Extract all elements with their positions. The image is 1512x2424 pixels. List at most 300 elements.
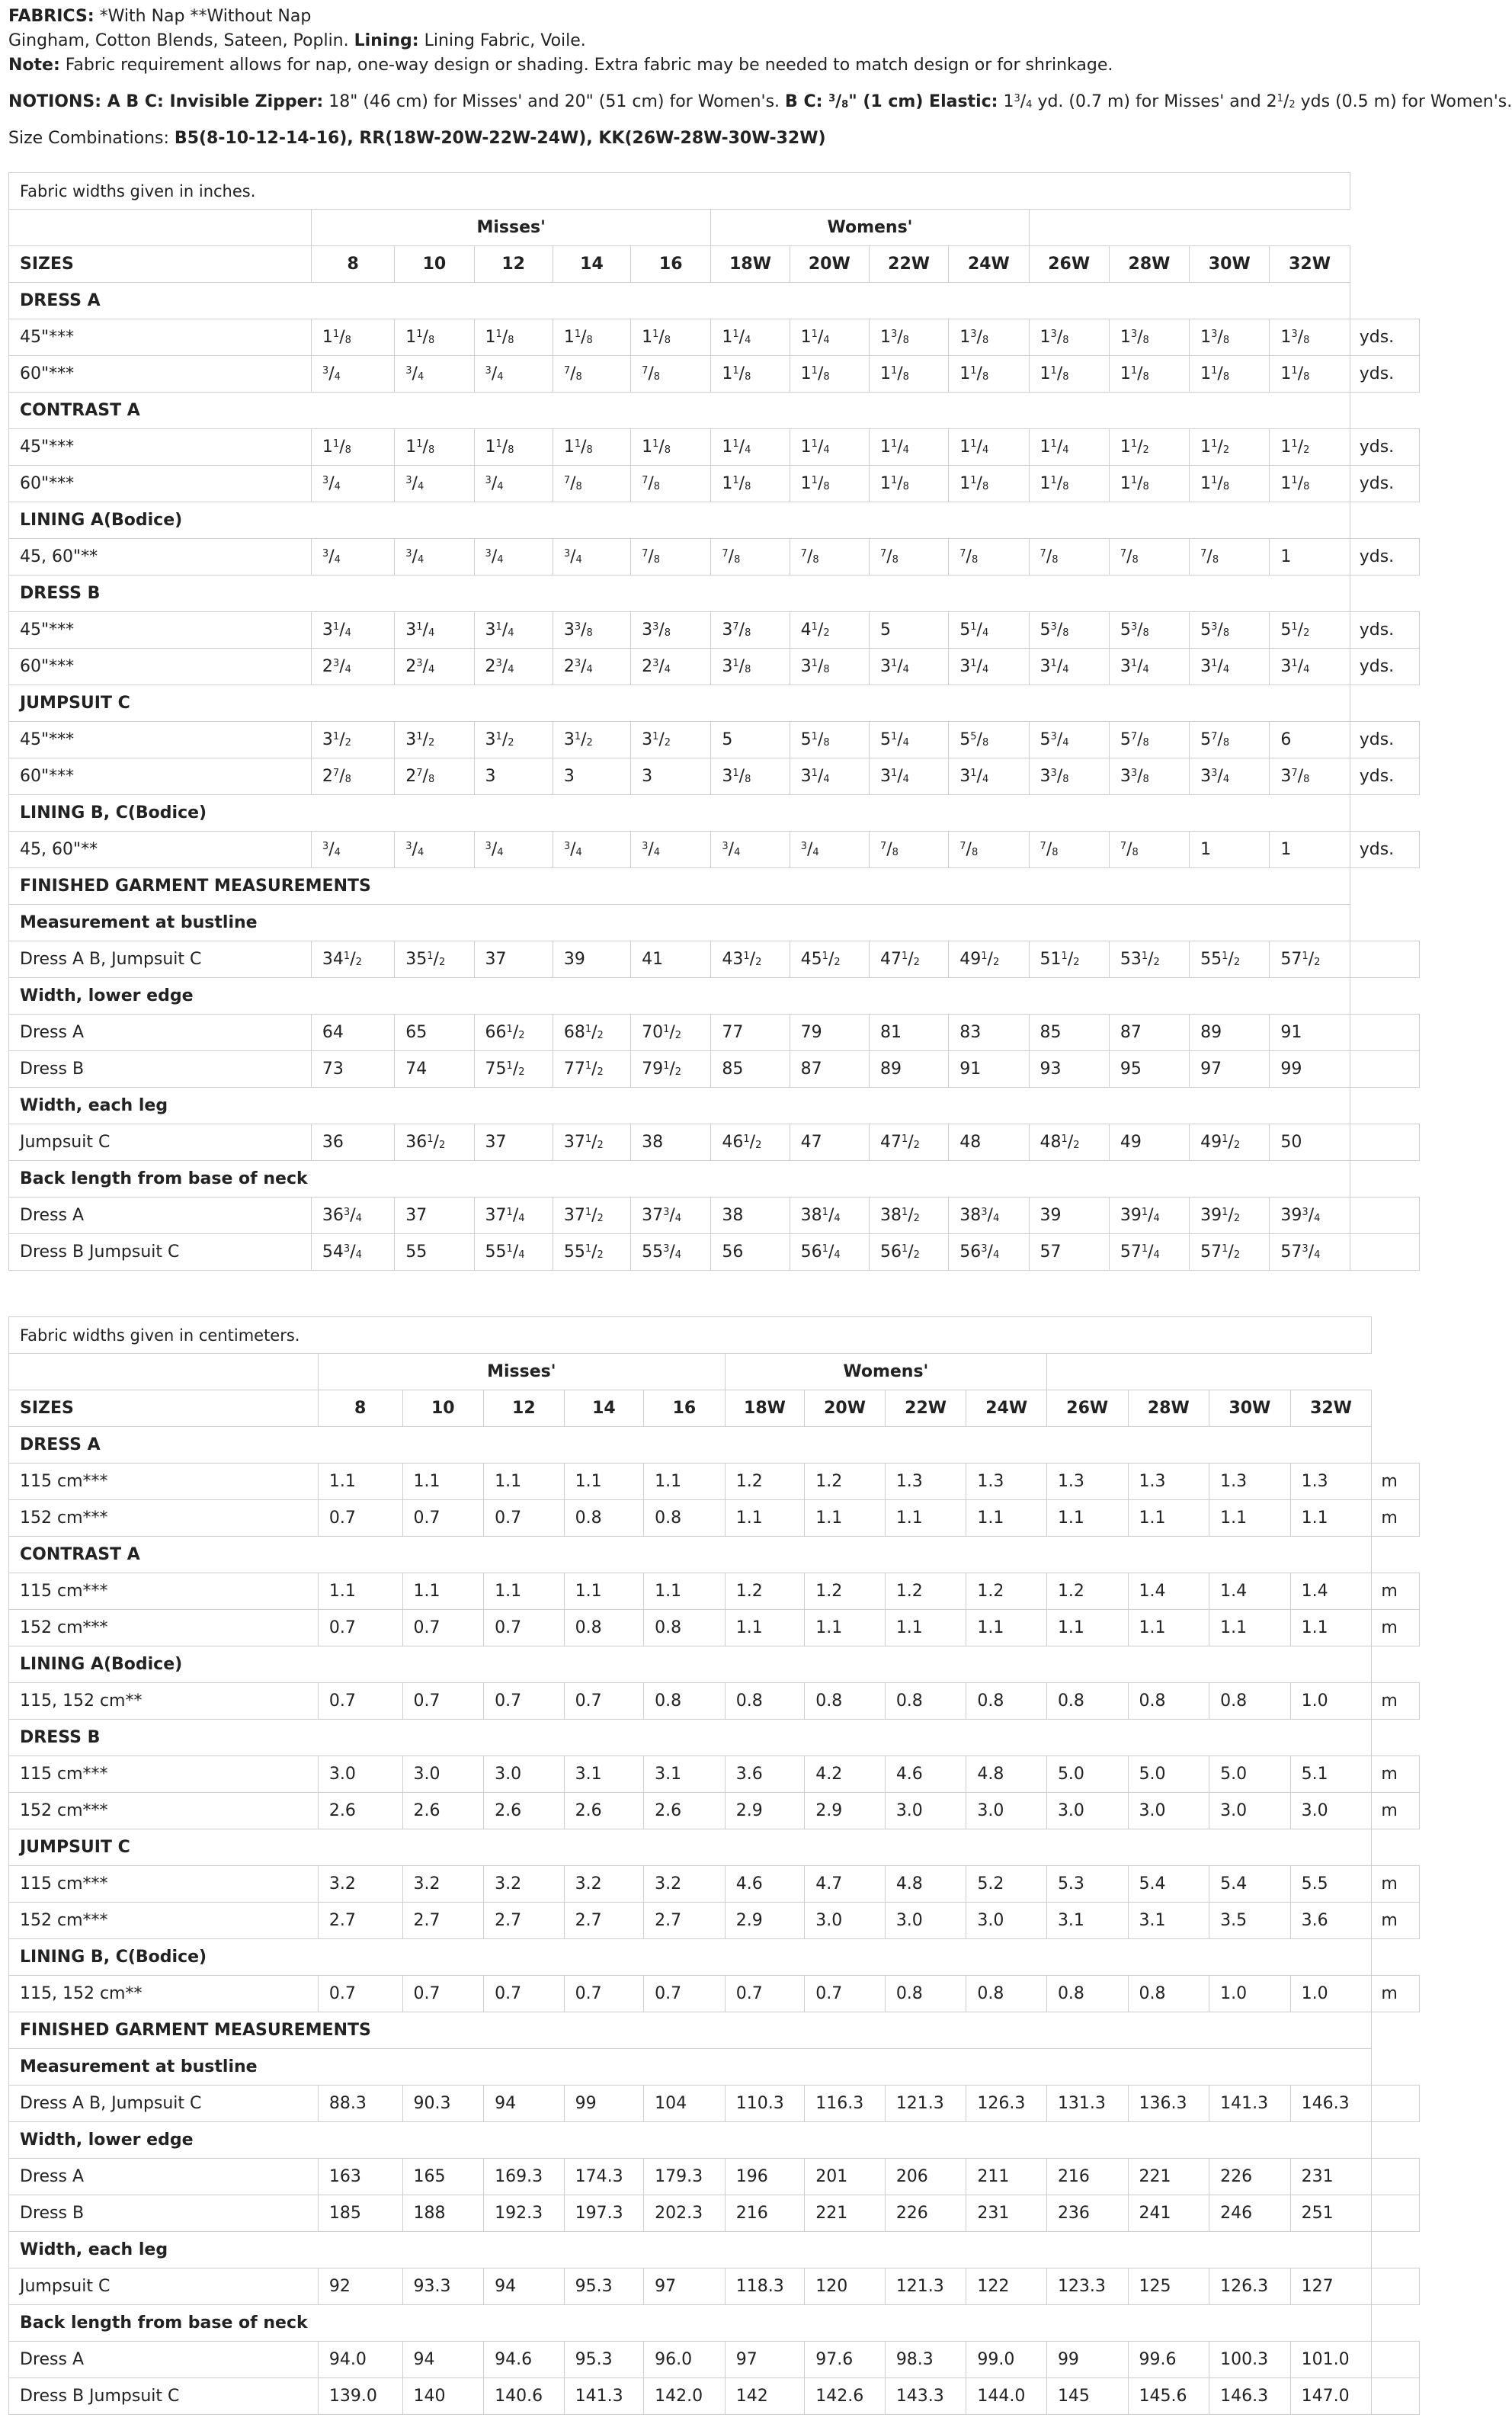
- table-cell: $3^7/_8$: [1270, 758, 1350, 795]
- table-cell: 65: [395, 1015, 474, 1051]
- section-row: [9, 795, 1420, 832]
- row-label: 60"***: [9, 466, 312, 502]
- row-label: 115 cm***: [9, 1464, 319, 1500]
- empty-cell: [1350, 685, 1419, 722]
- table-cell: 1.1: [1209, 1610, 1291, 1646]
- table-cell: $1^1/_2$: [1109, 429, 1189, 466]
- size-header: 8: [318, 1390, 402, 1427]
- table-cell: 221: [1128, 2159, 1209, 2195]
- table-cell: 93: [1029, 1051, 1109, 1088]
- table-row: [9, 356, 1420, 393]
- table-cell: 1.1: [885, 1610, 966, 1646]
- table-cell: 3.2: [402, 1866, 484, 1903]
- unit-cell: m: [1372, 1683, 1420, 1720]
- table-cell: 1.2: [725, 1573, 805, 1610]
- table-cell: $5^1/_2$: [1270, 612, 1350, 649]
- table-cell: 185: [318, 2195, 402, 2232]
- table-cell: $^3/_4$: [395, 539, 474, 576]
- table-row: [9, 2195, 1420, 2232]
- table-row: [9, 1015, 1420, 1051]
- table-cell: $^7/_8$: [949, 832, 1029, 868]
- table-cell: $56^1/_4$: [790, 1234, 869, 1271]
- table-cell: $47^1/_2$: [869, 1124, 948, 1161]
- table-cell: 4.6: [885, 1756, 966, 1793]
- table-cell: 91: [949, 1051, 1029, 1088]
- row-label: Dress B Jumpsuit C: [9, 1234, 312, 1271]
- table-cell: $3^3/_8$: [1109, 758, 1189, 795]
- table-cell: 97: [1190, 1051, 1270, 1088]
- table-cell: $5^7/_8$: [1109, 722, 1189, 758]
- section-row: [9, 1427, 1420, 1464]
- table-cell: $3^1/_4$: [869, 758, 948, 795]
- table-cell: 126.3: [1209, 2268, 1291, 2305]
- table-cell: 0.8: [644, 1610, 726, 1646]
- table-cell: 196: [725, 2159, 805, 2195]
- table-cell: 4.8: [966, 1756, 1047, 1793]
- table-cell: $^3/_4$: [311, 832, 394, 868]
- table-cell: 1.1: [1128, 1610, 1209, 1646]
- table-cell: 99.6: [1128, 2342, 1209, 2378]
- table-cell: $56^3/_4$: [949, 1234, 1029, 1271]
- table-cell: $^3/_4$: [790, 832, 869, 868]
- table-cell: 3.0: [966, 1793, 1047, 1829]
- table-cell: $^3/_4$: [395, 466, 474, 502]
- table-cell: 0.8: [564, 1500, 644, 1537]
- size-header: 18W: [711, 246, 790, 283]
- table-cell: 0.7: [402, 1976, 484, 2012]
- row-label: Jumpsuit C: [9, 1124, 312, 1161]
- table-cell: 57: [1029, 1234, 1109, 1271]
- table-cell: 120: [805, 2268, 886, 2305]
- unit-cell: yds.: [1350, 649, 1419, 685]
- size-header: 22W: [885, 1390, 966, 1427]
- table-cell: 0.7: [318, 1610, 402, 1646]
- empty-cell: [1372, 1427, 1420, 1464]
- table-cell: $1^1/_8$: [553, 429, 630, 466]
- size-header: 12: [484, 1390, 565, 1427]
- table-cell: 1.1: [484, 1573, 565, 1610]
- section-heading: LINING A(Bodice): [9, 502, 1350, 539]
- table-row: [9, 1793, 1420, 1829]
- size-combinations-label: Size Combinations:: [8, 129, 175, 148]
- fabrics-text: *With Nap **Without Nap: [94, 7, 312, 26]
- table-cell: 99.0: [966, 2342, 1047, 2378]
- table-cell: 3.0: [1128, 1793, 1209, 1829]
- table-cell: $1^1/_8$: [631, 429, 711, 466]
- table-cell: $43^1/_2$: [711, 941, 790, 978]
- table-cell: 73: [311, 1051, 394, 1088]
- table-row: [9, 1500, 1420, 1537]
- table-cell: 0.8: [644, 1683, 726, 1720]
- notions-bc-size: $^3/_8$" (1 cm): [828, 92, 924, 111]
- table-cell: $77^1/_2$: [553, 1051, 630, 1088]
- table-cell: 0.7: [402, 1683, 484, 1720]
- table-cell: $1^1/_8$: [1190, 466, 1270, 502]
- table-row: [9, 758, 1420, 795]
- section-row: [9, 1939, 1420, 1976]
- table-cell: $1^3/_8$: [869, 319, 948, 356]
- unit-cell: [1372, 2268, 1420, 2305]
- table-cell: 145.6: [1128, 2378, 1209, 2415]
- empty-cell: [1350, 246, 1419, 283]
- group-header-misses: Misses': [311, 210, 710, 246]
- table-cell: 0.8: [725, 1683, 805, 1720]
- table-cell: $^7/_8$: [1109, 832, 1189, 868]
- row-label: Dress A: [9, 1015, 312, 1051]
- unit-cell: yds.: [1350, 466, 1419, 502]
- table-cell: $3^1/_2$: [474, 722, 553, 758]
- table-cell: 36: [311, 1124, 394, 1161]
- table-cell: 88.3: [318, 2086, 402, 2122]
- unit-cell: m: [1372, 1464, 1420, 1500]
- empty-cell: [1372, 1720, 1420, 1756]
- table-cell: 125: [1128, 2268, 1209, 2305]
- section-heading: LINING B, C(Bodice): [9, 795, 1350, 832]
- group-spacer: [9, 210, 312, 246]
- notions-bc-label: B C:: [785, 92, 829, 111]
- table-cell: 56: [711, 1234, 790, 1271]
- sizes-row: [9, 1390, 1420, 1427]
- table-cell: $57^1/_2$: [1270, 941, 1350, 978]
- table-cell: 0.7: [402, 1610, 484, 1646]
- section-heading: CONTRAST A: [9, 393, 1350, 429]
- table-cell: 1.3: [1128, 1464, 1209, 1500]
- table-cell: $^7/_8$: [1029, 539, 1109, 576]
- table-cell: $1^1/_4$: [790, 429, 869, 466]
- row-label: 45"***: [9, 612, 312, 649]
- size-header: 10: [402, 1390, 484, 1427]
- table-cell: $1^1/_2$: [1270, 429, 1350, 466]
- notions-elastic-label: Elastic:: [923, 92, 998, 111]
- empty-cell: [1372, 2012, 1420, 2049]
- empty-cell: [1350, 283, 1419, 319]
- table-cell: 146.3: [1209, 2378, 1291, 2415]
- table-cell: $38^3/_4$: [949, 1198, 1029, 1234]
- table-cell: 188: [402, 2195, 484, 2232]
- table-cell: 141.3: [1209, 2086, 1291, 2122]
- table-cell: $56^1/_2$: [869, 1234, 948, 1271]
- table-cell: 121.3: [885, 2268, 966, 2305]
- table-cell: 6: [1270, 722, 1350, 758]
- section-row: [9, 2049, 1420, 2086]
- table-cell: 3.2: [484, 1866, 565, 1903]
- table-cell: 2.7: [402, 1903, 484, 1939]
- table-cell: 2.7: [318, 1903, 402, 1939]
- table-cell: 48: [949, 1124, 1029, 1161]
- table-row: [9, 1683, 1420, 1720]
- row-label: 45"***: [9, 429, 312, 466]
- unit-cell: [1372, 2195, 1420, 2232]
- section-heading: LINING B, C(Bodice): [9, 1939, 1372, 1976]
- unit-cell: yds.: [1350, 722, 1419, 758]
- table-cell: $^3/_4$: [553, 832, 630, 868]
- table-cell: $^7/_8$: [949, 539, 1029, 576]
- size-header: 16: [631, 246, 711, 283]
- section-heading: Measurement at bustline: [9, 905, 1350, 941]
- table-cell: $3^1/_2$: [631, 722, 711, 758]
- empty-cell: [1350, 210, 1419, 246]
- table-cell: 192.3: [484, 2195, 565, 2232]
- table-cell: 3.2: [564, 1866, 644, 1903]
- table-cell: 1.0: [1290, 1976, 1372, 2012]
- table-cell: 1.1: [805, 1610, 886, 1646]
- table-cell: $36^3/_4$: [311, 1198, 394, 1234]
- table-cell: 0.7: [484, 1610, 565, 1646]
- table-cell: 1.1: [1046, 1610, 1128, 1646]
- table-cell: 206: [885, 2159, 966, 2195]
- table-cell: $1^1/_8$: [553, 319, 630, 356]
- table-cell: 1: [1270, 539, 1350, 576]
- table-cell: 37: [395, 1198, 474, 1234]
- section-heading: Width, lower edge: [9, 978, 1350, 1015]
- table-cell: 5.1: [1290, 1756, 1372, 1793]
- size-header: 30W: [1209, 1390, 1291, 1427]
- table-cell: 211: [966, 2159, 1047, 2195]
- table-cell: 131.3: [1046, 2086, 1128, 2122]
- row-label: 115, 152 cm**: [9, 1683, 319, 1720]
- table-cell: $1^1/_8$: [395, 319, 474, 356]
- table-row: [9, 722, 1420, 758]
- table-cell: 3.2: [644, 1866, 726, 1903]
- section-row: [9, 2012, 1420, 2049]
- table-cell: 1.4: [1290, 1573, 1372, 1610]
- table-cell: $1^1/_8$: [711, 466, 790, 502]
- table-cell: 4.2: [805, 1756, 886, 1793]
- empty-cell: [1350, 502, 1419, 539]
- table-row: [9, 2268, 1420, 2305]
- lining-text: Lining Fabric, Voile.: [418, 31, 586, 50]
- table-cell: $3^1/_8$: [711, 649, 790, 685]
- table-cell: $37^1/_4$: [474, 1198, 553, 1234]
- note-line: [8, 53, 1411, 78]
- table-cell: 0.8: [966, 1976, 1047, 2012]
- table-cell: 104: [644, 2086, 726, 2122]
- section-row: [9, 1646, 1420, 1683]
- table-cell: 1.2: [805, 1573, 886, 1610]
- empty-cell: [1372, 2305, 1420, 2342]
- table-cell: 1.2: [805, 1464, 886, 1500]
- table-cell: 0.8: [644, 1500, 726, 1537]
- table-cell: 139.0: [318, 2378, 402, 2415]
- note-label: Note:: [8, 56, 60, 75]
- table-cell: 49: [1109, 1124, 1189, 1161]
- table-cell: 1.1: [1290, 1610, 1372, 1646]
- empty-cell: [1372, 2232, 1420, 2268]
- table-cell: $^3/_4$: [474, 539, 553, 576]
- empty-cell: [1372, 2049, 1420, 2086]
- table-cell: 93.3: [402, 2268, 484, 2305]
- table-cell: $66^1/_2$: [474, 1015, 553, 1051]
- table-cell: 94: [402, 2342, 484, 2378]
- table-cell: 146.3: [1290, 2086, 1372, 2122]
- row-label: Dress A: [9, 2159, 319, 2195]
- table-cell: 1.1: [644, 1573, 726, 1610]
- section-heading: JUMPSUIT C: [9, 1829, 1372, 1866]
- table-cell: $3^3/_8$: [1029, 758, 1109, 795]
- table-row: [9, 1866, 1420, 1903]
- table-cell: $5^7/_8$: [1190, 722, 1270, 758]
- table-cell: $1^3/_8$: [1029, 319, 1109, 356]
- size-header: 20W: [805, 1390, 886, 1427]
- table-cell: $2^3/_4$: [631, 649, 711, 685]
- unit-cell: m: [1372, 1756, 1420, 1793]
- empty-cell: [1350, 173, 1419, 210]
- table-cell: 1.1: [1290, 1500, 1372, 1537]
- table-cell: 0.8: [1209, 1683, 1291, 1720]
- table-cell: $^3/_4$: [553, 539, 630, 576]
- table-row: [9, 1464, 1420, 1500]
- table-cell: $^3/_4$: [631, 832, 711, 868]
- table-cell: 94.6: [484, 2342, 565, 2378]
- table-cell: 3.1: [1046, 1903, 1128, 1939]
- table-cell: 101.0: [1290, 2342, 1372, 2378]
- table-cell: 216: [725, 2195, 805, 2232]
- size-header: 26W: [1046, 1390, 1128, 1427]
- table-cell: $5^3/_8$: [1109, 612, 1189, 649]
- notions-label: NOTIONS: A B C: Invisible Zipper:: [8, 92, 324, 111]
- table-cell: 77: [711, 1015, 790, 1051]
- size-combinations-line: [8, 127, 1411, 151]
- size-header: 32W: [1270, 246, 1350, 283]
- group-header-womens: Womens': [711, 210, 1029, 246]
- table-cell: $1^1/_8$: [949, 356, 1029, 393]
- table-cell: 90.3: [402, 2086, 484, 2122]
- unit-cell: yds.: [1350, 429, 1419, 466]
- unit-cell: m: [1372, 1866, 1420, 1903]
- unit-cell: m: [1372, 1610, 1420, 1646]
- table-cell: 3.0: [484, 1756, 565, 1793]
- sizes-label: SIZES: [9, 1390, 319, 1427]
- table-cell: 221: [805, 2195, 886, 2232]
- table-cell: 1.1: [1046, 1500, 1128, 1537]
- table-cell: 121.3: [885, 2086, 966, 2122]
- size-header: 24W: [966, 1390, 1047, 1427]
- table-cell: 1: [1190, 832, 1270, 868]
- table-cell: 85: [711, 1051, 790, 1088]
- table-cell: 197.3: [564, 2195, 644, 2232]
- row-label: Dress B: [9, 1051, 312, 1088]
- empty-cell: [1350, 576, 1419, 612]
- table-cell: $^3/_4$: [311, 539, 394, 576]
- table-row: [9, 1610, 1420, 1646]
- table-cell: $3^1/_4$: [1190, 649, 1270, 685]
- table-cell: $1^1/_8$: [1270, 466, 1350, 502]
- table-cell: 5.5: [1290, 1866, 1372, 1903]
- table-cell: 2.9: [725, 1793, 805, 1829]
- table-cell: $3^1/_2$: [311, 722, 394, 758]
- table-cell: $^7/_8$: [711, 539, 790, 576]
- section-heading: DRESS A: [9, 1427, 1372, 1464]
- table-cell: 47: [790, 1124, 869, 1161]
- row-label: 152 cm***: [9, 1610, 319, 1646]
- table-cell: 226: [1209, 2159, 1291, 2195]
- table-row: [9, 649, 1420, 685]
- section-row: [9, 905, 1420, 941]
- table-cell: 202.3: [644, 2195, 726, 2232]
- table-cell: 39: [1029, 1198, 1109, 1234]
- table-cell: 0.7: [318, 1500, 402, 1537]
- table-cell: $57^3/_4$: [1270, 1234, 1350, 1271]
- fabrics-line: [8, 5, 1411, 29]
- table-cell: 118.3: [725, 2268, 805, 2305]
- table-cell: 0.8: [885, 1683, 966, 1720]
- table-cell: 2.9: [725, 1903, 805, 1939]
- table-cell: 97.6: [805, 2342, 886, 2378]
- table-cell: $37^1/_2$: [553, 1198, 630, 1234]
- size-combinations-value: B5(8-10-12-14-16), RR(18W-20W-22W-24W), KK(26W-28W-30W-32W): [174, 129, 826, 148]
- row-label: 60"***: [9, 758, 312, 795]
- size-header: 16: [644, 1390, 726, 1427]
- row-label: 45, 60"**: [9, 832, 312, 868]
- section-heading: DRESS A: [9, 283, 1350, 319]
- table-cell: 0.7: [805, 1976, 886, 2012]
- empty-cell: [1350, 393, 1419, 429]
- table-cell: 41: [631, 941, 711, 978]
- table-cell: $1^3/_8$: [1109, 319, 1189, 356]
- table-row: [9, 1573, 1420, 1610]
- table-cell: 1.1: [725, 1610, 805, 1646]
- table-cell: 91: [1270, 1015, 1350, 1051]
- row-label: 115 cm***: [9, 1866, 319, 1903]
- table-cell: 3.0: [402, 1756, 484, 1793]
- size-header: 30W: [1190, 246, 1270, 283]
- table-row: [9, 832, 1420, 868]
- table-cell: 85: [1029, 1015, 1109, 1051]
- section-row: [9, 576, 1420, 612]
- table-cell: 5.4: [1209, 1866, 1291, 1903]
- table-cell: 3.0: [885, 1793, 966, 1829]
- table-cell: $2^3/_4$: [553, 649, 630, 685]
- table-cell: 81: [869, 1015, 948, 1051]
- table-cell: 1.3: [1209, 1464, 1291, 1500]
- table-cell: 1.1: [885, 1500, 966, 1537]
- caption-row: [9, 173, 1420, 210]
- table-cell: $1^1/_8$: [311, 319, 394, 356]
- table-cell: 0.8: [966, 1683, 1047, 1720]
- table-cell: $^3/_4$: [311, 466, 394, 502]
- table-cell: $3^1/_4$: [790, 758, 869, 795]
- table-row: [9, 941, 1420, 978]
- section-row: [9, 283, 1420, 319]
- table-cell: 92: [318, 2268, 402, 2305]
- table-cell: 1.1: [318, 1464, 402, 1500]
- unit-cell: m: [1372, 1976, 1420, 2012]
- table-cell: 3.1: [564, 1756, 644, 1793]
- notions-zipper: 18" (46 cm) for Misses' and 20" (51 cm) for Women's.: [323, 92, 786, 111]
- section-row: [9, 1088, 1420, 1124]
- table-cell: 1.0: [1209, 1976, 1291, 2012]
- table-cell: $^7/_8$: [631, 539, 711, 576]
- row-label: Jumpsuit C: [9, 2268, 319, 2305]
- section-heading: JUMPSUIT C: [9, 685, 1350, 722]
- table-cell: $3^3/_8$: [631, 612, 711, 649]
- table-cell: 97: [725, 2342, 805, 2378]
- table-cell: 99: [1046, 2342, 1128, 2378]
- unit-cell: [1350, 1124, 1419, 1161]
- table-cell: $2^3/_4$: [311, 649, 394, 685]
- table-cell: $^7/_8$: [1109, 539, 1189, 576]
- table-cell: $1^3/_8$: [1270, 319, 1350, 356]
- table-cell: 5: [711, 722, 790, 758]
- table-cell: 83: [949, 1015, 1029, 1051]
- table-cell: 251: [1290, 2195, 1372, 2232]
- size-header: 28W: [1109, 246, 1189, 283]
- table-cell: 38: [711, 1198, 790, 1234]
- table-cell: 3.0: [1209, 1793, 1291, 1829]
- section-heading: Width, each leg: [9, 1088, 1350, 1124]
- unit-cell: [1372, 2342, 1420, 2378]
- row-label: 60"***: [9, 649, 312, 685]
